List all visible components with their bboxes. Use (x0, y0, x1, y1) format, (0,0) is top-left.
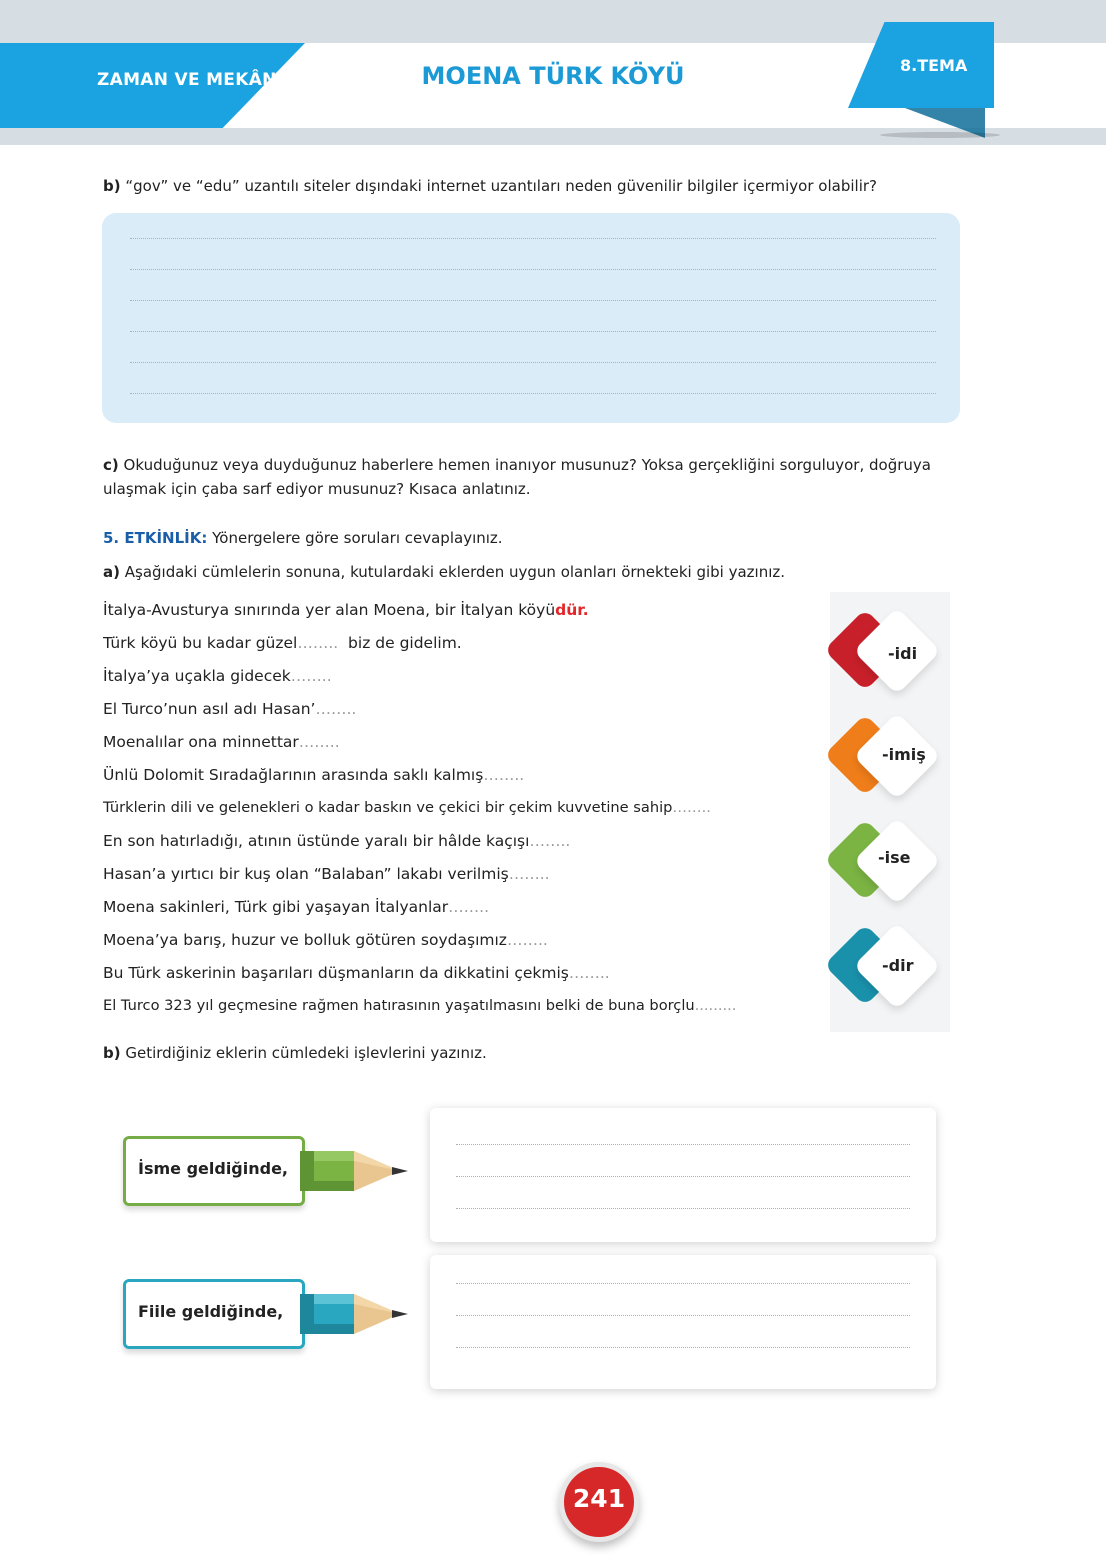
verb-function-answer-box[interactable] (430, 1255, 936, 1389)
blank[interactable]: …….. (290, 667, 332, 685)
page-number-badge (559, 1462, 639, 1542)
suffix-idi: -idi (888, 644, 918, 663)
sentence-tail: biz de gidelim. (338, 634, 462, 652)
question-c (103, 453, 973, 501)
sentence[interactable] (103, 832, 570, 850)
suffix-dir: -dir (882, 956, 914, 975)
sentence-text: El Turco’nun asıl adı Hasan’ (103, 700, 316, 718)
blank[interactable]: …….. (448, 898, 490, 916)
green-pencil-icon (300, 1145, 415, 1197)
answer-line (130, 393, 936, 394)
blank[interactable]: …….. (298, 733, 340, 751)
question-b (103, 174, 963, 198)
sentence-text: Türklerin dili ve gelenekleri o kadar baskın ve çekici bir çekim kuvvetine sahip (103, 799, 673, 816)
sentence-text: Hasan’a yırtıcı bir kuş olan “Balaban” lakabı verilmiş (103, 865, 509, 883)
sentence-text: Bu Türk askerinin başarıları düşmanların da dikkatini çekmiş (103, 964, 569, 982)
answer-line (456, 1176, 910, 1177)
sentence-text: İtalya’ya uçakla gidecek (103, 667, 291, 685)
page-title: MOENA TÜRK KÖYÜ (421, 62, 685, 90)
answer-line (130, 300, 936, 301)
example-suffix: dür. (555, 601, 589, 619)
suffix-panel (830, 592, 950, 1032)
blank[interactable]: …….. (508, 865, 550, 883)
sentence[interactable] (103, 733, 340, 751)
activity-text: Yönergelere göre soruları cevaplayınız. (212, 529, 503, 547)
verb-function-label (123, 1279, 305, 1349)
answer-line (456, 1208, 910, 1209)
verb-function-text: Fiile geldiğinde, (138, 1302, 284, 1321)
answer-line (130, 331, 936, 332)
part-a-label: a) (103, 563, 120, 581)
sentence[interactable] (103, 997, 736, 1014)
part-a-text: Aşağıdaki cümlelerin sonuna, kutulardaki eklerden uygun olanları örnekteki gibi yazınız. (124, 563, 786, 581)
blank[interactable]: …….. (297, 634, 339, 652)
blank[interactable]: …….. (315, 700, 357, 718)
theme-ribbon-shadow (880, 132, 1000, 138)
suffix-imis: -imiş (882, 745, 926, 764)
blank[interactable]: …….. (483, 766, 525, 784)
blank[interactable]: …….. (529, 832, 571, 850)
sentence-example (103, 601, 589, 619)
sentence[interactable] (103, 931, 548, 949)
blank[interactable]: …….. (672, 799, 711, 816)
sentence[interactable] (103, 634, 462, 652)
blank[interactable]: ......... (694, 997, 737, 1014)
suffix-ise: -ise (878, 848, 911, 867)
sentence-text: Türk köyü bu kadar güzel (103, 634, 298, 652)
answer-line (456, 1347, 910, 1348)
blank[interactable]: …….. (568, 964, 610, 982)
part-a-instruction (103, 560, 785, 584)
answer-line (456, 1144, 910, 1145)
blue-pencil-icon (300, 1288, 415, 1340)
blank[interactable]: …….. (506, 931, 548, 949)
part-b-label: b) (103, 1044, 121, 1062)
sentence-text: El Turco 323 yıl geçmesine rağmen hatırasının yaşatılmasını belki de buna borçlu (103, 997, 695, 1014)
sentence-text: En son hatırladığı, atının üstünde yaralı bir hâlde kaçışı (103, 832, 530, 850)
part-b-instruction (103, 1041, 487, 1065)
sentence[interactable] (103, 667, 332, 685)
sentence-text: Moena’ya barış, huzur ve bolluk götüren soydaşımız (103, 931, 507, 949)
noun-function-label (123, 1136, 305, 1206)
question-c-text: Okuduğunuz veya duyduğunuz haberlere hemen inanıyor musunuz? Yoksa gerçekliğini sorguluyor, doğruya ulaşmak için çaba sarf ediyor musunuz? Kısaca anlatınız. (103, 456, 931, 498)
answer-line (130, 362, 936, 363)
question-b-text: “gov” ve “edu” uzantılı siteler dışındaki internet uzantıları neden güvenilir bilgiler içermiyor olabilir? (125, 177, 877, 195)
sentence[interactable] (103, 964, 610, 982)
answer-line (130, 238, 936, 239)
activity-label: 5. ETKİNLİK: (103, 529, 208, 547)
noun-function-answer-box[interactable] (430, 1108, 936, 1242)
sentence[interactable] (103, 766, 524, 784)
sentence-text: Moena sakinleri, Türk gibi yaşayan İtalyanlar (103, 898, 449, 916)
question-b-label: b) (103, 177, 121, 195)
part-b-text: Getirdiğiniz eklerin cümledeki işlevlerini yazınız. (125, 1044, 487, 1062)
theme-label: 8.TEMA (900, 56, 968, 75)
sentence-text: Moenalılar ona minnettar (103, 733, 299, 751)
sentence[interactable] (103, 700, 356, 718)
sentence-text: İtalya-Avusturya sınırında yer alan Moena, bir İtalyan köyü (103, 601, 556, 619)
noun-function-text: İsme geldiğinde, (138, 1159, 289, 1178)
answer-line (130, 269, 936, 270)
question-c-label: c) (103, 456, 119, 474)
sentence-text: Ünlü Dolomit Sıradağlarının arasında saklı kalmış (103, 766, 484, 784)
activity-heading (103, 526, 503, 550)
sentence[interactable] (103, 799, 711, 816)
sentence[interactable] (103, 898, 489, 916)
page-number: 241 (572, 1484, 626, 1513)
answer-line (456, 1315, 910, 1316)
answer-box[interactable] (102, 213, 960, 423)
sentence[interactable] (103, 865, 550, 883)
section-label: ZAMAN VE MEKÂN (97, 70, 277, 90)
answer-line (456, 1283, 910, 1284)
